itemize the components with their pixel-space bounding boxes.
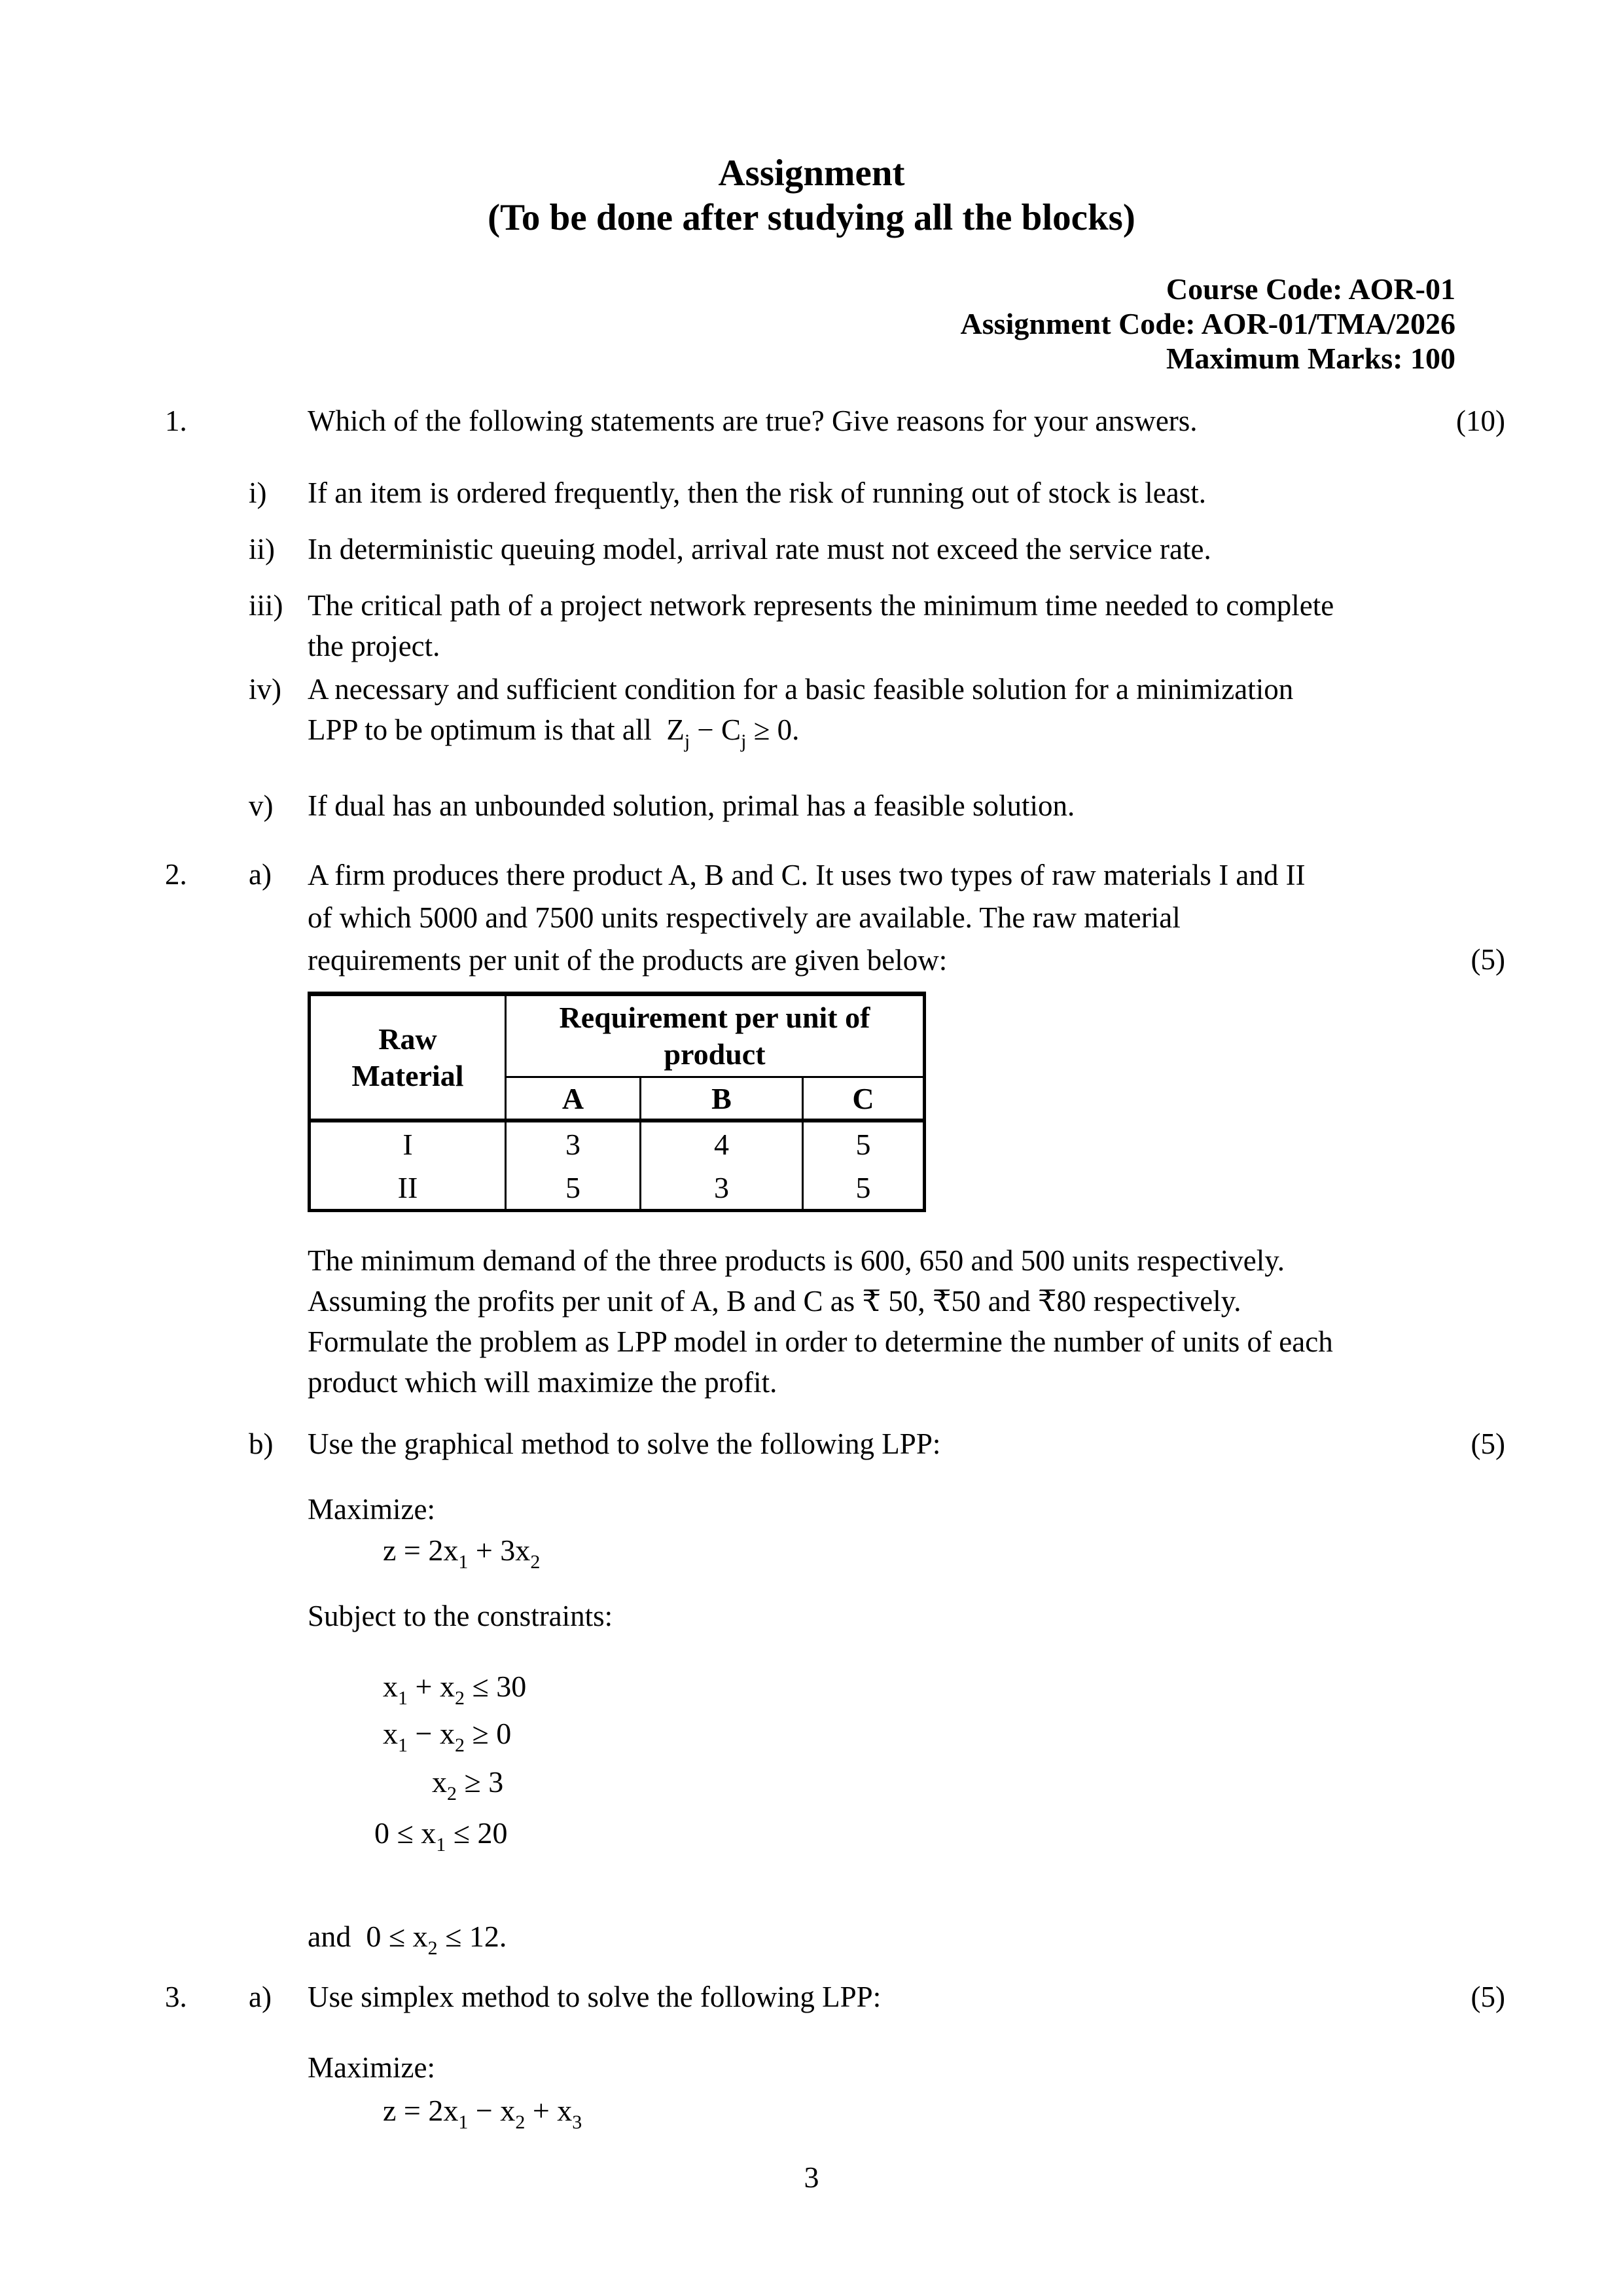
q2a-para-line-2: Assuming the profits per unit of A, B and C as ₹ 50, ₹50 and ₹80 respectively. [308, 1285, 1241, 1318]
q2a-para-line-4: product which will maximize the profit. [308, 1366, 777, 1399]
page-subtitle: (To be done after studying all the blocks) [488, 197, 1135, 238]
question-3a-marks: (5) [1471, 1981, 1505, 2013]
course-codes-block [961, 272, 1455, 376]
question-3-number: 3. [165, 1981, 187, 2013]
question-2a-text [308, 854, 1374, 982]
q1-item-iii-line-2: the project. [308, 630, 440, 662]
q1-item-iv-line-2-formula: LPP to be optimum is that all $Z_j - C_j \ge 0$. [308, 713, 800, 752]
question-2b-marks: (5) [1471, 1427, 1505, 1460]
q2b-and-line: and $0 \le x_2 \le 12$. [308, 1920, 507, 1959]
question-2-number: 2. [165, 858, 187, 891]
q1-item-i-label: i) [249, 476, 267, 509]
q1-item-iii-text [308, 585, 1374, 666]
table-col-header-b: B [641, 1077, 803, 1121]
q1-item-ii-text: In deterministic queuing model, arrival rate must not exceed the service rate. [308, 533, 1211, 565]
row-i-a: 3 [506, 1121, 641, 1166]
raw-material-table [308, 992, 926, 1212]
q2a-line-1: A firm produces there product A, B and C. It uses two types of raw materials I and II [308, 859, 1306, 891]
course-code-line: Course Code: AOR-01 [1166, 272, 1455, 306]
question-2a-marks: (5) [1471, 943, 1505, 976]
row-ii-b: 3 [641, 1166, 803, 1211]
q1-item-iv-text [308, 669, 1374, 750]
q2b-constraint-1: $x_1 + x_2 \le 30$ [383, 1670, 527, 1709]
q2b-constraint-3: $x_2 \ge 3$ [432, 1765, 504, 1804]
table-col-header-a: A [506, 1077, 641, 1121]
q2b-objective-formula: $z = 2x_1 + 3x_2$ [383, 1534, 541, 1573]
question-2b-text: Use the graphical method to solve the following LPP: [308, 1427, 941, 1460]
q2a-paragraph [308, 1240, 1374, 1403]
page-title: Assignment [718, 152, 905, 194]
page-number: 3 [804, 2161, 819, 2194]
question-1-text: Which of the following statements are true? Give reasons for your answers. [308, 404, 1198, 437]
table-corner-header [310, 994, 506, 1121]
q1-item-iii-line-1: The critical path of a project network represents the minimum time needed to complete [308, 589, 1334, 622]
q2b-constraint-4: $0 \le x_1 \le 20$ [374, 1816, 508, 1856]
q3a-maximize-label: Maximize: [308, 2051, 435, 2084]
q2b-constraint-2: $x_1 - x_2 \ge 0$ [383, 1717, 512, 1756]
table-corner-header-text: Raw Material [351, 1022, 464, 1092]
assignment-code-line: Assignment Code: AOR-01/TMA/2026 [960, 307, 1455, 340]
q2a-para-line-1: The minimum demand of the three products is 600, 650 and 500 units respectively. [308, 1244, 1285, 1277]
q1-item-iv-label: iv) [249, 673, 281, 706]
question-2a-label: a) [249, 858, 272, 891]
q1-item-iii-label: iii) [249, 589, 283, 622]
question-3a-text: Use simplex method to solve the following LPP: [308, 1981, 882, 2013]
q2a-line-2: of which 5000 and 7500 units respectively are available. The raw material [308, 901, 1181, 934]
table-col-header-c: C [803, 1077, 925, 1121]
q1-item-i-text: If an item is ordered frequently, then the risk of running out of stock is least. [308, 476, 1206, 509]
question-1-marks: (10) [1456, 404, 1505, 437]
q2a-line-3: requirements per unit of the products are given below: [308, 944, 948, 977]
table-span-header: Requirement per unit of product [506, 994, 925, 1077]
q2a-para-line-3: Formulate the problem as LPP model in order to determine the number of units of each [308, 1325, 1333, 1358]
row-ii-c: 5 [803, 1166, 925, 1211]
q3a-objective-formula: $z = 2x_1 - x_2 + x_3$ [383, 2094, 582, 2133]
row-i-label: I [310, 1121, 506, 1166]
q1-item-v-label: v) [249, 789, 274, 822]
question-3a-label: a) [249, 1981, 272, 2013]
q1-item-v-text: If dual has an unbounded solution, primal has a feasible solution. [308, 789, 1075, 822]
table-row-material-i [310, 1121, 925, 1166]
q2b-subject-label: Subject to the constraints: [308, 1600, 613, 1632]
row-ii-label: II [310, 1166, 506, 1211]
row-i-b: 4 [641, 1121, 803, 1166]
row-ii-a: 5 [506, 1166, 641, 1211]
max-marks-line: Maximum Marks: 100 [1166, 342, 1455, 375]
question-2b-label: b) [249, 1427, 274, 1460]
row-i-c: 5 [803, 1121, 925, 1166]
question-1-number: 1. [165, 404, 187, 437]
q2b-maximize-label: Maximize: [308, 1493, 435, 1526]
q1-item-ii-label: ii) [249, 533, 275, 565]
table-row-material-ii [310, 1166, 925, 1211]
q1-item-iv-line-1: A necessary and sufficient condition for a basic feasible solution for a minimization [308, 673, 1294, 706]
table-header-row-1 [310, 994, 925, 1077]
